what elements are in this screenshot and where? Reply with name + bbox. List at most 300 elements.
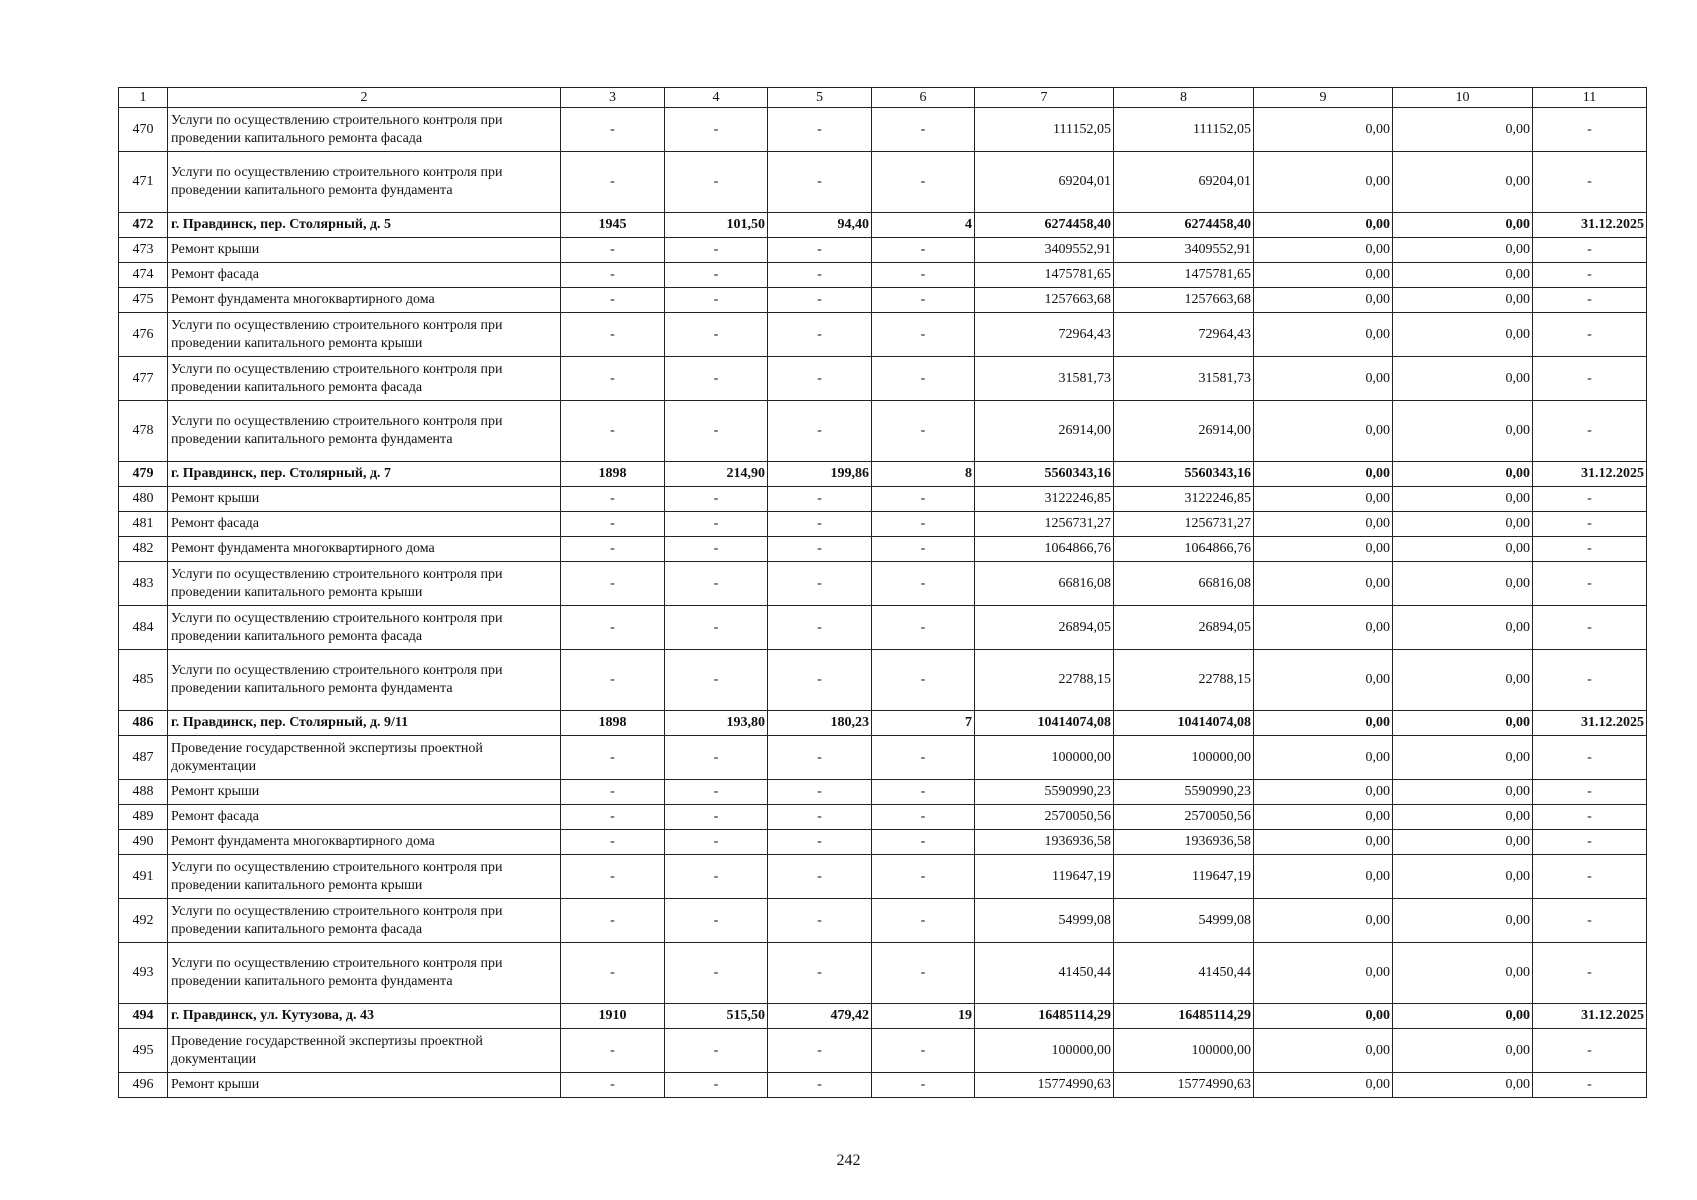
area-total-cell: 193,80 [665,711,768,736]
year-cell: - [561,487,665,512]
residents-cell: - [872,899,975,943]
table-row [119,263,1647,288]
cost-budget-cell: 0,00 [1254,213,1393,238]
residents-cell: - [872,650,975,711]
header-cell-3: 3 [561,88,665,108]
year-cell: - [561,401,665,462]
table-row [119,487,1647,512]
cost-total-cell: 3122246,85 [975,487,1114,512]
cost-budget-cell: 0,00 [1254,313,1393,357]
cost-owners-cell: 0,00 [1393,152,1533,213]
table-row [119,401,1647,462]
cost-fund-cell: 72964,43 [1114,313,1254,357]
table-row [119,606,1647,650]
year-cell: - [561,650,665,711]
row-number-cell: 473 [119,238,168,263]
residents-cell: - [872,780,975,805]
row-number-cell: 490 [119,830,168,855]
cost-fund-cell: 3122246,85 [1114,487,1254,512]
cost-budget-cell: 0,00 [1254,562,1393,606]
residents-cell: - [872,512,975,537]
residents-cell: - [872,357,975,401]
building-row [119,1004,1647,1029]
cost-fund-cell: 119647,19 [1114,855,1254,899]
table-body [119,88,1647,1098]
header-cell-8: 8 [1114,88,1254,108]
deadline-cell: - [1533,238,1647,263]
deadline-cell: - [1533,263,1647,288]
residents-cell: - [872,562,975,606]
area-total-cell: - [665,108,768,152]
area-total-cell: - [665,943,768,1004]
cost-owners-cell: 0,00 [1393,263,1533,288]
table-row [119,780,1647,805]
area-living-cell: - [768,855,872,899]
cost-fund-cell: 2570050,56 [1114,805,1254,830]
residents-cell: - [872,606,975,650]
row-number-cell: 485 [119,650,168,711]
cost-owners-cell: 0,00 [1393,1073,1533,1098]
cost-owners-cell: 0,00 [1393,512,1533,537]
deadline-cell: - [1533,736,1647,780]
cost-budget-cell: 0,00 [1254,1004,1393,1029]
header-cell-10: 10 [1393,88,1533,108]
deadline-cell: - [1533,537,1647,562]
cost-total-cell: 1257663,68 [975,288,1114,313]
row-number-cell: 477 [119,357,168,401]
deadline-cell: - [1533,288,1647,313]
area-total-cell: 214,90 [665,462,768,487]
description-cell: Услуги по осуществлению строительного контроля при проведении капитального ремонта фасада [168,899,561,943]
table-row [119,855,1647,899]
header-cell-6: 6 [872,88,975,108]
cost-owners-cell: 0,00 [1393,943,1533,1004]
row-number-cell: 474 [119,263,168,288]
cost-owners-cell: 0,00 [1393,650,1533,711]
row-number-cell: 482 [119,537,168,562]
description-cell: Услуги по осуществлению строительного контроля при проведении капитального ремонта фасада [168,606,561,650]
table-row [119,736,1647,780]
cost-fund-cell: 1256731,27 [1114,512,1254,537]
area-living-cell: - [768,562,872,606]
cost-total-cell: 10414074,08 [975,711,1114,736]
area-living-cell: - [768,263,872,288]
description-cell: Услуги по осуществлению строительного контроля при проведении капитального ремонта крыши [168,313,561,357]
cost-fund-cell: 16485114,29 [1114,1004,1254,1029]
residents-cell: - [872,487,975,512]
cost-total-cell: 1064866,76 [975,537,1114,562]
year-cell: 1898 [561,462,665,487]
area-living-cell: - [768,238,872,263]
table-row [119,899,1647,943]
cost-owners-cell: 0,00 [1393,213,1533,238]
description-cell: Ремонт фасада [168,512,561,537]
area-living-cell: 479,42 [768,1004,872,1029]
data-table-container [118,87,1646,1098]
cost-budget-cell: 0,00 [1254,263,1393,288]
year-cell: - [561,357,665,401]
cost-total-cell: 111152,05 [975,108,1114,152]
cost-budget-cell: 0,00 [1254,462,1393,487]
year-cell: - [561,313,665,357]
cost-total-cell: 1936936,58 [975,830,1114,855]
residents-cell: - [872,537,975,562]
building-row [119,213,1647,238]
area-total-cell: - [665,1073,768,1098]
area-total-cell: - [665,899,768,943]
deadline-cell: - [1533,805,1647,830]
cost-total-cell: 1256731,27 [975,512,1114,537]
area-total-cell: - [665,357,768,401]
cost-fund-cell: 54999,08 [1114,899,1254,943]
deadline-cell: - [1533,650,1647,711]
year-cell: - [561,1073,665,1098]
table-row [119,650,1647,711]
cost-budget-cell: 0,00 [1254,152,1393,213]
area-living-cell: - [768,313,872,357]
year-cell: - [561,108,665,152]
deadline-cell: - [1533,313,1647,357]
area-living-cell: - [768,1073,872,1098]
area-living-cell: 199,86 [768,462,872,487]
year-cell: - [561,288,665,313]
residents-cell: - [872,855,975,899]
table-row [119,943,1647,1004]
cost-total-cell: 3409552,91 [975,238,1114,263]
area-total-cell: - [665,238,768,263]
description-cell: г. Правдинск, ул. Кутузова, д. 43 [168,1004,561,1029]
deadline-cell: - [1533,108,1647,152]
deadline-cell: - [1533,1073,1647,1098]
deadline-cell: - [1533,562,1647,606]
description-cell: Услуги по осуществлению строительного контроля при проведении капитального ремонта фундамента [168,401,561,462]
year-cell: - [561,562,665,606]
row-number-cell: 472 [119,213,168,238]
cost-budget-cell: 0,00 [1254,238,1393,263]
year-cell: 1898 [561,711,665,736]
year-cell: - [561,855,665,899]
area-living-cell: - [768,487,872,512]
row-number-cell: 483 [119,562,168,606]
year-cell: - [561,899,665,943]
table-row [119,1029,1647,1073]
cost-fund-cell: 111152,05 [1114,108,1254,152]
cost-owners-cell: 0,00 [1393,238,1533,263]
description-cell: Услуги по осуществлению строительного контроля при проведении капитального ремонта фундамента [168,152,561,213]
cost-fund-cell: 22788,15 [1114,650,1254,711]
row-number-cell: 480 [119,487,168,512]
row-number-cell: 486 [119,711,168,736]
area-total-cell: - [665,805,768,830]
residents-cell: 19 [872,1004,975,1029]
row-number-cell: 488 [119,780,168,805]
cost-fund-cell: 3409552,91 [1114,238,1254,263]
cost-fund-cell: 41450,44 [1114,943,1254,1004]
cost-owners-cell: 0,00 [1393,736,1533,780]
cost-owners-cell: 0,00 [1393,855,1533,899]
description-cell: Ремонт фасада [168,263,561,288]
deadline-cell: - [1533,855,1647,899]
area-living-cell: - [768,357,872,401]
row-number-cell: 479 [119,462,168,487]
cost-total-cell: 5590990,23 [975,780,1114,805]
cost-total-cell: 69204,01 [975,152,1114,213]
year-cell: - [561,943,665,1004]
residents-cell: - [872,1073,975,1098]
deadline-cell: - [1533,512,1647,537]
row-number-cell: 476 [119,313,168,357]
table-row [119,830,1647,855]
year-cell: - [561,830,665,855]
cost-total-cell: 119647,19 [975,855,1114,899]
cost-fund-cell: 10414074,08 [1114,711,1254,736]
residents-cell: - [872,1029,975,1073]
deadline-cell: - [1533,830,1647,855]
cost-fund-cell: 1064866,76 [1114,537,1254,562]
area-living-cell: 94,40 [768,213,872,238]
cost-total-cell: 26914,00 [975,401,1114,462]
year-cell: - [561,263,665,288]
cost-budget-cell: 0,00 [1254,357,1393,401]
cost-owners-cell: 0,00 [1393,357,1533,401]
area-total-cell: - [665,650,768,711]
description-cell: Ремонт фундамента многоквартирного дома [168,537,561,562]
row-number-cell: 496 [119,1073,168,1098]
header-cell-5: 5 [768,88,872,108]
cost-owners-cell: 0,00 [1393,1029,1533,1073]
cost-fund-cell: 1936936,58 [1114,830,1254,855]
area-living-cell: - [768,401,872,462]
area-living-cell: - [768,805,872,830]
description-cell: г. Правдинск, пер. Столярный, д. 7 [168,462,561,487]
row-number-cell: 491 [119,855,168,899]
cost-budget-cell: 0,00 [1254,487,1393,512]
area-living-cell: - [768,606,872,650]
building-row [119,711,1647,736]
area-total-cell: - [665,606,768,650]
cost-owners-cell: 0,00 [1393,899,1533,943]
cost-total-cell: 15774990,63 [975,1073,1114,1098]
deadline-cell: - [1533,152,1647,213]
cost-fund-cell: 26894,05 [1114,606,1254,650]
year-cell: - [561,537,665,562]
header-cell-2: 2 [168,88,561,108]
description-cell: г. Правдинск, пер. Столярный, д. 5 [168,213,561,238]
cost-budget-cell: 0,00 [1254,711,1393,736]
cost-budget-cell: 0,00 [1254,943,1393,1004]
row-number-cell: 493 [119,943,168,1004]
cost-owners-cell: 0,00 [1393,1004,1533,1029]
cost-fund-cell: 15774990,63 [1114,1073,1254,1098]
area-living-cell: - [768,830,872,855]
description-cell: Услуги по осуществлению строительного контроля при проведении капитального ремонта крыши [168,562,561,606]
area-total-cell: - [665,562,768,606]
cost-total-cell: 16485114,29 [975,1004,1114,1029]
row-number-cell: 489 [119,805,168,830]
cost-fund-cell: 100000,00 [1114,736,1254,780]
cost-budget-cell: 0,00 [1254,1029,1393,1073]
area-total-cell: - [665,512,768,537]
deadline-cell: - [1533,487,1647,512]
area-living-cell: - [768,780,872,805]
cost-total-cell: 41450,44 [975,943,1114,1004]
description-cell: Ремонт крыши [168,238,561,263]
area-living-cell: - [768,512,872,537]
cost-fund-cell: 31581,73 [1114,357,1254,401]
cost-total-cell: 54999,08 [975,899,1114,943]
cost-total-cell: 72964,43 [975,313,1114,357]
cost-fund-cell: 66816,08 [1114,562,1254,606]
area-total-cell: - [665,401,768,462]
area-living-cell: - [768,943,872,1004]
table-row [119,562,1647,606]
description-cell: Ремонт фундамента многоквартирного дома [168,830,561,855]
residents-cell: - [872,263,975,288]
cost-budget-cell: 0,00 [1254,830,1393,855]
area-total-cell: - [665,152,768,213]
table-row [119,537,1647,562]
deadline-cell: - [1533,899,1647,943]
row-number-cell: 484 [119,606,168,650]
description-cell: Ремонт фасада [168,805,561,830]
description-cell: Услуги по осуществлению строительного контроля при проведении капитального ремонта фасада [168,108,561,152]
cost-fund-cell: 1475781,65 [1114,263,1254,288]
area-total-cell: - [665,855,768,899]
description-cell: Ремонт крыши [168,780,561,805]
area-living-cell: - [768,288,872,313]
year-cell: - [561,805,665,830]
cost-fund-cell: 5560343,16 [1114,462,1254,487]
cost-owners-cell: 0,00 [1393,108,1533,152]
description-cell: Услуги по осуществлению строительного контроля при проведении капитального ремонта фасада [168,357,561,401]
cost-fund-cell: 1257663,68 [1114,288,1254,313]
description-cell: Услуги по осуществлению строительного контроля при проведении капитального ремонта крыши [168,855,561,899]
area-total-cell: - [665,487,768,512]
area-total-cell: - [665,537,768,562]
cost-budget-cell: 0,00 [1254,780,1393,805]
description-cell: Ремонт фундамента многоквартирного дома [168,288,561,313]
cost-owners-cell: 0,00 [1393,487,1533,512]
cost-budget-cell: 0,00 [1254,537,1393,562]
year-cell: - [561,780,665,805]
deadline-cell: 31.12.2025 [1533,462,1647,487]
residents-cell: - [872,736,975,780]
year-cell: 1945 [561,213,665,238]
cost-owners-cell: 0,00 [1393,288,1533,313]
cost-owners-cell: 0,00 [1393,780,1533,805]
area-total-cell: 515,50 [665,1004,768,1029]
area-living-cell: - [768,537,872,562]
description-cell: г. Правдинск, пер. Столярный, д. 9/11 [168,711,561,736]
deadline-cell: - [1533,1029,1647,1073]
cost-total-cell: 100000,00 [975,1029,1114,1073]
area-living-cell: - [768,152,872,213]
cost-budget-cell: 0,00 [1254,650,1393,711]
cost-fund-cell: 5590990,23 [1114,780,1254,805]
table-row [119,152,1647,213]
area-living-cell: - [768,650,872,711]
header-cell-1: 1 [119,88,168,108]
cost-budget-cell: 0,00 [1254,401,1393,462]
cost-budget-cell: 0,00 [1254,288,1393,313]
header-cell-7: 7 [975,88,1114,108]
table-row [119,357,1647,401]
cost-fund-cell: 6274458,40 [1114,213,1254,238]
table-row [119,238,1647,263]
residents-cell: 7 [872,711,975,736]
residents-cell: - [872,313,975,357]
cost-owners-cell: 0,00 [1393,830,1533,855]
table-row [119,512,1647,537]
row-number-cell: 481 [119,512,168,537]
description-cell: Услуги по осуществлению строительного контроля при проведении капитального ремонта фундамента [168,943,561,1004]
cost-budget-cell: 0,00 [1254,805,1393,830]
cost-total-cell: 66816,08 [975,562,1114,606]
cost-total-cell: 2570050,56 [975,805,1114,830]
cost-owners-cell: 0,00 [1393,401,1533,462]
cost-fund-cell: 26914,00 [1114,401,1254,462]
deadline-cell: - [1533,401,1647,462]
table-row [119,1073,1647,1098]
deadline-cell: 31.12.2025 [1533,711,1647,736]
cost-budget-cell: 0,00 [1254,899,1393,943]
capital-repair-table [118,87,1647,1098]
deadline-cell: - [1533,780,1647,805]
area-total-cell: - [665,288,768,313]
column-number-header-row [119,88,1647,108]
residents-cell: - [872,830,975,855]
area-living-cell: - [768,1029,872,1073]
building-row [119,462,1647,487]
deadline-cell: 31.12.2025 [1533,213,1647,238]
residents-cell: 4 [872,213,975,238]
header-cell-9: 9 [1254,88,1393,108]
cost-budget-cell: 0,00 [1254,1073,1393,1098]
cost-budget-cell: 0,00 [1254,606,1393,650]
description-cell: Услуги по осуществлению строительного контроля при проведении капитального ремонта фундамента [168,650,561,711]
area-total-cell: - [665,1029,768,1073]
residents-cell: - [872,401,975,462]
year-cell: - [561,606,665,650]
residents-cell: - [872,805,975,830]
residents-cell: - [872,238,975,263]
cost-budget-cell: 0,00 [1254,736,1393,780]
cost-fund-cell: 100000,00 [1114,1029,1254,1073]
description-cell: Проведение государственной экспертизы проектной документации [168,1029,561,1073]
residents-cell: - [872,943,975,1004]
area-living-cell: - [768,736,872,780]
row-number-cell: 494 [119,1004,168,1029]
header-cell-11: 11 [1533,88,1647,108]
deadline-cell: - [1533,606,1647,650]
row-number-cell: 495 [119,1029,168,1073]
page-number: 242 [836,1152,861,1169]
residents-cell: 8 [872,462,975,487]
year-cell: - [561,1029,665,1073]
cost-total-cell: 100000,00 [975,736,1114,780]
year-cell: - [561,152,665,213]
cost-total-cell: 5560343,16 [975,462,1114,487]
area-living-cell: - [768,899,872,943]
header-cell-4: 4 [665,88,768,108]
residents-cell: - [872,108,975,152]
row-number-cell: 492 [119,899,168,943]
row-number-cell: 475 [119,288,168,313]
row-number-cell: 471 [119,152,168,213]
table-row [119,313,1647,357]
row-number-cell: 478 [119,401,168,462]
cost-budget-cell: 0,00 [1254,855,1393,899]
